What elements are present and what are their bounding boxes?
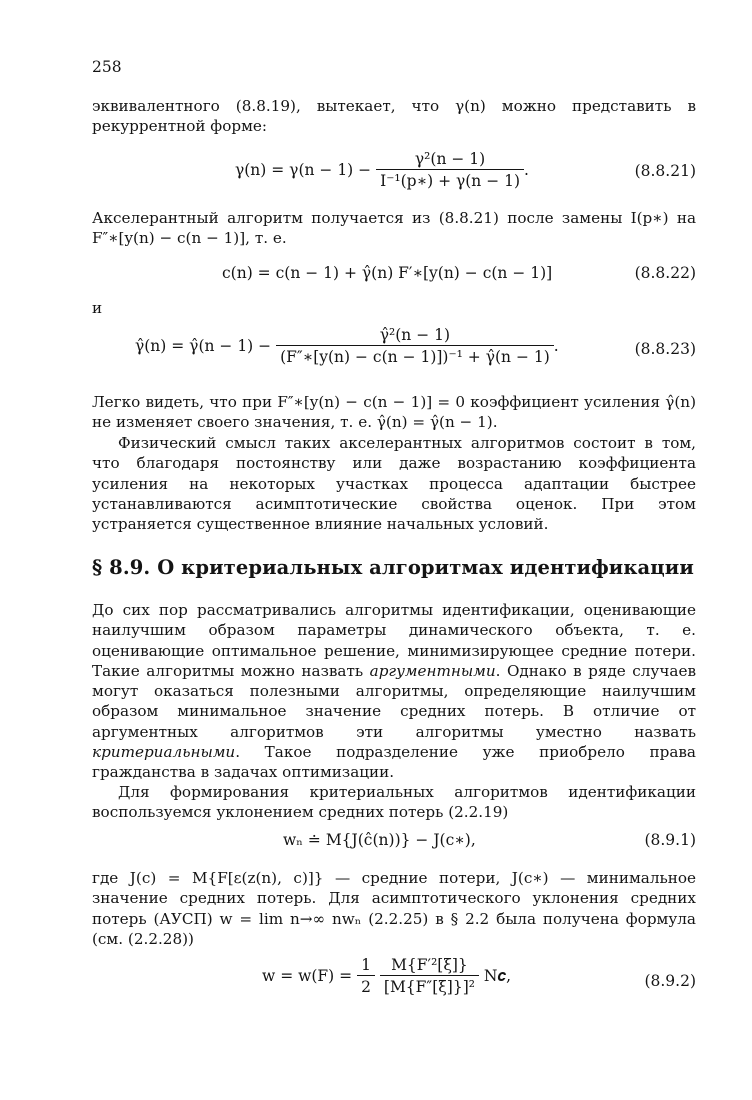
eq-8-8-21-fraction [376,150,524,190]
eq-8-9-2-numerator: M{F′²[ξ]} [391,956,468,974]
eq-8-8-23-denominator: (F″∗[y(n) − c(n − 1)])⁻¹ + γ̂(n − 1) [276,345,554,366]
eq-8-8-21-number: (8.8.21) [634,162,696,180]
eq-8-8-21-denominator: I⁻¹(p∗) + γ(n − 1) [376,169,524,190]
page-number: 258 [92,58,122,76]
eq-8-8-21-numerator: γ²(n − 1) [414,150,486,168]
eq-8-9-1-number: (8.9.1) [644,831,696,849]
sec1-part3: . Такое подразделение уже приобрело права гражданства в задачах оптимизации. [92,743,696,782]
physical-paragraph [92,433,696,534]
easy-text: Легко видеть, что при F″∗[y(n) − c(n − 1)] = 0 коэффициент усиления γ̂(n) не изменяет своего значения, т. е. γ̂(n) = γ̂(n − 1). [92,393,696,432]
accel-paragraph [92,208,696,249]
equation-8-9-1: wₙ ≐ M{J(ĉ(n))} − J(c∗), [283,831,476,849]
sec1-italic-criterial: критериальными [92,743,236,762]
eq-8-8-23-lhs: γ̂(n) = γ̂(n − 1) − [135,337,272,355]
eq-8-9-2-lhs: w = w(F) = [262,967,353,985]
eq-8-9-2-tail: N𝒄, [483,966,512,985]
equation-8-9-2 [262,956,511,996]
eq-8-9-2-number: (8.9.2) [644,972,696,990]
equation-8-8-23 [135,326,559,366]
sec1-part1: До сих пор рассматривались алгоритмы идентификации, оценивающие наилучшим образом параметры динамического объекта, т. е. оценивающие оптимальное решение, минимизирующее средние потери. Такие алгоритмы можно назвать [92,601,696,680]
eq-8-8-21-lhs: γ(n) = γ(n − 1) − [235,161,372,179]
section-paragraph-1 [92,600,696,783]
eq-8-9-2-denominator: [M{F″[ξ]}]² [380,975,479,996]
section-paragraph-1-text [92,600,696,783]
eq-8-9-2-fraction [380,956,479,996]
section-paragraph-3 [92,868,696,949]
section-paragraph-2-text: Для формирования критериальных алгоритмов идентификации воспользуемся уклонением средних потерь (2.2.19) [92,783,696,822]
eq-8-9-2-half-den: 2 [357,975,375,996]
easy-paragraph [92,392,696,433]
eq-8-8-23-fraction [276,326,554,366]
accel-text: Акселерантный алгоритм получается из (8.8.21) после замены I(p∗) на F″∗[y(n) − c(n − 1)], т. е. [92,209,696,248]
section-paragraph-3-text: где J(c) = M{F[ε(z(n), c)]} — средние потери, J(c∗) — минимальное значение средних потерь. Для асимптотического уклонения средних потерь (АУСП) w = lim n→∞ nwₙ (2.2.25) в § 2.2 была получена формула (см. (2.2.28)) [92,869,696,948]
intro-text: эквивалентного (8.8.19), вытекает, что γ(n) можно представить в рекуррентной форме: [92,97,696,136]
eq-8-9-2-half-num: 1 [361,956,371,974]
equation-8-8-22: c(n) = c(n − 1) + γ̂(n) F′∗[y(n) − c(n − 1)] [222,264,553,282]
intro-paragraph [92,96,696,137]
section-paragraph-2 [92,782,696,823]
equation-8-8-21 [235,150,529,190]
eq-8-8-23-numerator: γ̂²(n − 1) [379,326,451,344]
section-heading: § 8.9. О критериальных алгоритмах идентификации [92,556,694,579]
eq-8-8-22-number: (8.8.22) [634,264,696,282]
eq-8-9-2-half [357,956,375,996]
eq-8-8-23-number: (8.8.23) [634,340,696,358]
eq-8-8-23-tail: . [553,337,559,355]
eq-8-8-21-tail: . [524,161,529,179]
and-word: и [92,299,103,317]
sec1-italic-argument: аргументными [369,661,496,680]
sec1-part2: . Однако в ряде случаев могут оказаться полезными алгоритмы, определяющие наилучшим образом минимальное значение средних потерь. В отличие от аргументных алгоритмов эти алгоритмы уместно назвать [92,661,696,741]
physical-text: Физический смысл таких акселерантных алгоритмов состоит в том, что благодаря постоянству или даже возрастанию коэффициента усиления на некоторых участках процесса адаптации быстрее устанавливаются асимптотические свойства оценок. При этом устраняется существенное влияние начальных условий. [92,434,696,534]
